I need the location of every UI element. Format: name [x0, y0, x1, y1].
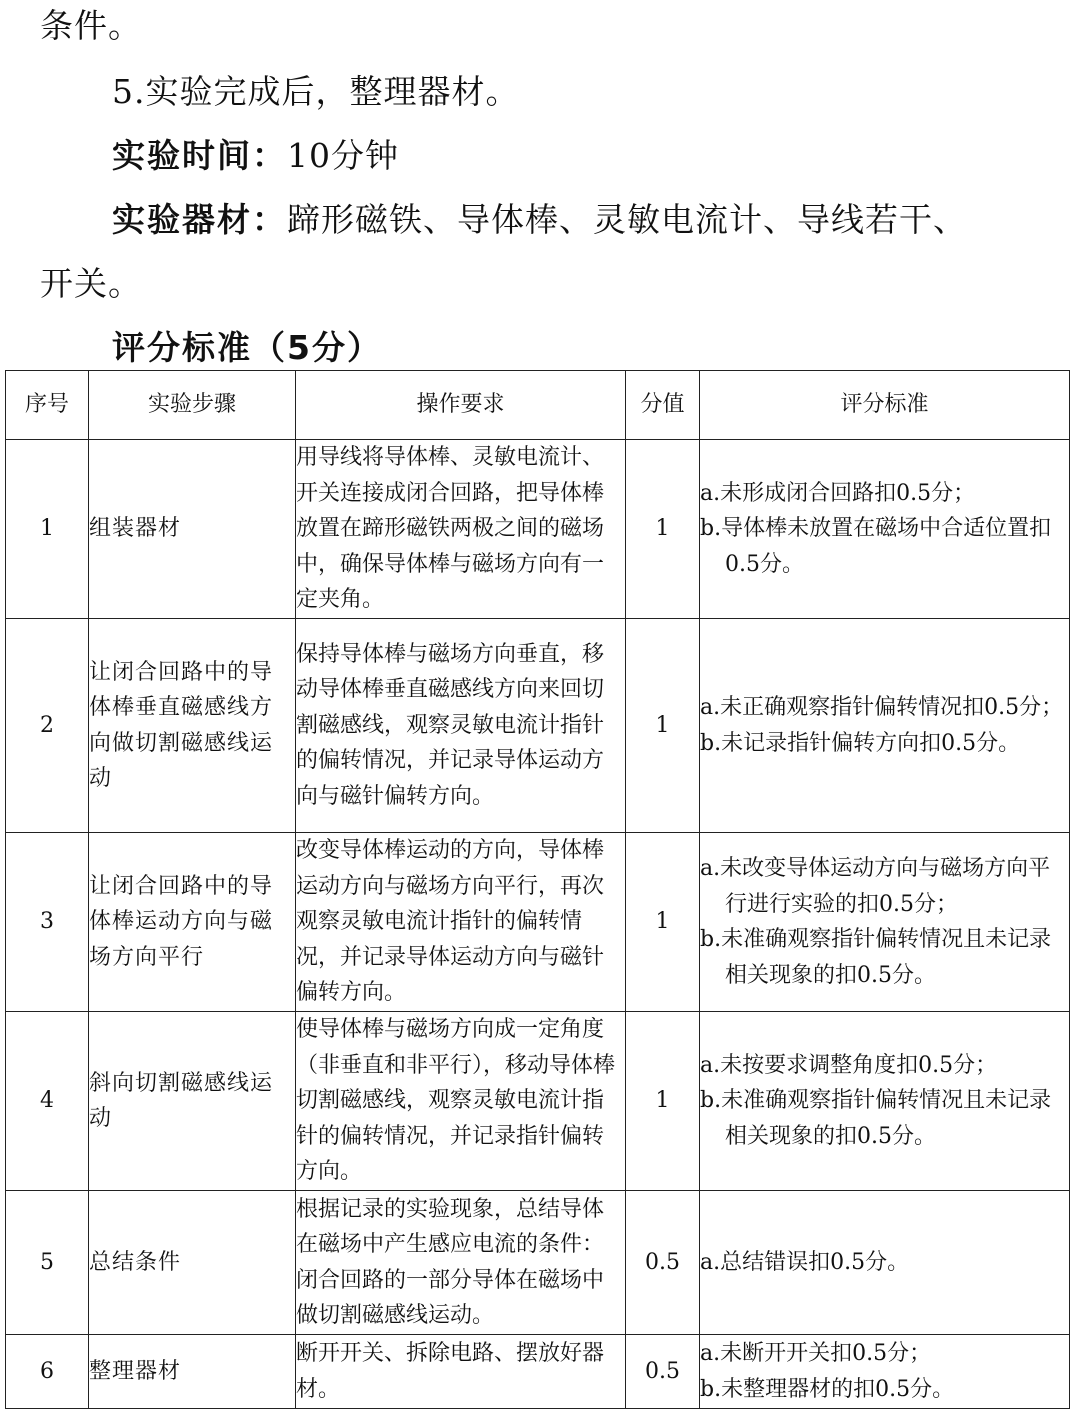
row-criteria [700, 1191, 1070, 1335]
row-number: 2 [6, 619, 89, 833]
row-criteria [700, 1012, 1070, 1191]
table-header-row [6, 371, 1070, 440]
experiment-equipment-line [112, 200, 967, 240]
row-requirement: 根据记录的实验现象，总结导体在磁场中产生感应电流的条件：闭合回路的一部分导体在磁场中做切割磁感线运动。 [296, 1191, 626, 1335]
row-requirement: 改变导体棒运动的方向，导体棒运动方向与磁场方向平行，再次观察灵敏电流计指针的偏转情况，并记录导体运动方向与磁针偏转方向。 [296, 833, 626, 1012]
criteria-item: b.未准确观察指针偏转情况且未记录相关现象的扣0.5分。 [700, 1088, 1052, 1149]
row-number: 3 [6, 833, 89, 1012]
criteria-item: a.未断开开关扣0.5分； [700, 1341, 932, 1366]
experiment-time-value: 10分钟 [287, 136, 399, 175]
row-points: 1 [626, 833, 700, 1012]
row-step: 让闭合回路中的导体棒运动方向与磁场方向平行 [89, 833, 296, 1012]
row-step: 让闭合回路中的导体棒垂直磁感线方向做切割磁感线运动 [89, 619, 296, 833]
criteria-item: a.总结错误扣0.5分。 [700, 1249, 910, 1275]
table-row [6, 619, 1070, 833]
scoring-table [5, 370, 1070, 1409]
criteria-item: b.未整理器材的扣0.5分。 [700, 1376, 955, 1402]
header-requirement: 操作要求 [296, 371, 626, 440]
row-step: 组装器材 [89, 440, 296, 619]
criteria-item: a.未正确观察指针偏转情况扣0.5分； [700, 695, 1064, 720]
header-number: 序号 [6, 371, 89, 440]
table-row [6, 1335, 1070, 1409]
score-section-title: 评分标准（5分） [112, 328, 382, 367]
criteria-item: a.未按要求调整角度扣0.5分； [700, 1052, 998, 1078]
row-number: 4 [6, 1012, 89, 1191]
row-number: 5 [6, 1191, 89, 1335]
criteria-item: b.导体棒未放置在磁场中合适位置扣0.5分。 [700, 516, 1052, 577]
header-criteria: 评分标准 [700, 371, 1070, 440]
table-row [6, 833, 1070, 1012]
criteria-item: b.未准确观察指针偏转情况且未记录相关现象的扣0.5分。 [700, 927, 1052, 988]
row-points: 1 [626, 1012, 700, 1191]
row-step: 整理器材 [89, 1335, 296, 1409]
text-line-step5: 5.实验完成后，整理器材。 [112, 72, 520, 111]
row-number: 1 [6, 440, 89, 619]
row-step: 斜向切割磁感线运动 [89, 1012, 296, 1191]
row-requirement: 保持导体棒与磁场方向垂直，移动导体棒垂直磁感线方向来回切割磁感线，观察灵敏电流计指针的偏转情况，并记录导体运动方向与磁针偏转方向。 [296, 619, 626, 833]
criteria-item: a.未改变导体运动方向与磁场方向平行进行实验的扣0.5分； [700, 856, 1051, 917]
row-requirement: 断开开关、拆除电路、摆放好器材。 [296, 1335, 626, 1409]
experiment-equipment-label: 实验器材： [112, 200, 287, 239]
header-step: 实验步骤 [89, 371, 296, 440]
row-points: 1 [626, 619, 700, 833]
row-requirement: 用导线将导体棒、灵敏电流计、开关连接成闭合回路，把导体棒放置在蹄形磁铁两极之间的磁场中，确保导体棒与磁场方向有一定夹角。 [296, 440, 626, 619]
row-criteria [700, 619, 1070, 833]
row-number: 6 [6, 1335, 89, 1409]
row-points: 0.5 [626, 1335, 700, 1409]
experiment-time-line [112, 136, 399, 176]
experiment-equipment-value: 蹄形磁铁、导体棒、灵敏电流计、导线若干、 [287, 200, 967, 239]
row-step: 总结条件 [89, 1191, 296, 1335]
row-criteria [700, 440, 1070, 619]
row-points: 0.5 [626, 1191, 700, 1335]
table-row [6, 1191, 1070, 1335]
experiment-time-label: 实验时间： [112, 136, 287, 175]
row-points: 1 [626, 440, 700, 619]
row-criteria [700, 1335, 1070, 1409]
row-requirement: 使导体棒与磁场方向成一定角度（非垂直和非平行），移动导体棒切割磁感线，观察灵敏电流计指针的偏转情况，并记录指针偏转方向。 [296, 1012, 626, 1191]
criteria-item: a.未形成闭合回路扣0.5分； [700, 480, 976, 506]
experiment-equipment-continued: 开关。 [40, 264, 142, 303]
text-line-conditions: 条件。 [40, 6, 142, 45]
table-row [6, 440, 1070, 619]
criteria-item: b.未记录指针偏转方向扣0.5分。 [700, 730, 1021, 756]
header-points: 分值 [626, 371, 700, 440]
row-criteria [700, 833, 1070, 1012]
table-row [6, 1012, 1070, 1191]
